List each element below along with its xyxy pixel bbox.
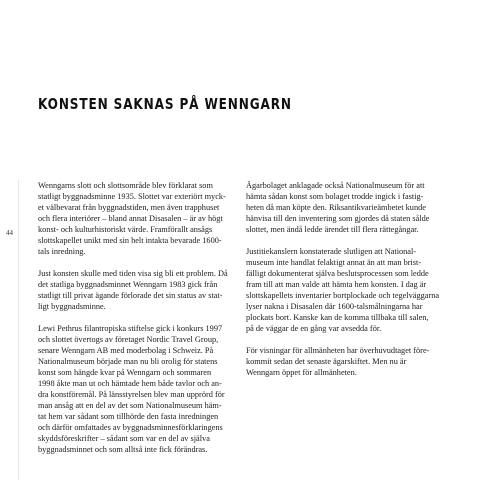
paragraph: Lewi Pethrus filantropiska stiftelse gick i konkurs 1997 och slottet övertogs av företaget Nordic Travel Group, senare Wenngarn AB med moderbolag i Schweiz. På Nationalmuseum började man nu bli orolig för statens konst som hängde kvar på Wenngarn och sommaren 1998 åkte man ut och hämtade hem både tavlor och an- dra konstföremål. På länsstyrelsen blev man upprörd för man ansåg att en del av det som Nationalmuseum häm- tat hem var sådant som tillhörde den fasta inredningen och därför omfattades av byggnadsminnesförklaringens skyddsföreskrifter – sådant som var en del av själva byggnadsminnet och som alltså inte fick förändras.: [38, 324, 225, 454]
paragraph: Ägarbolaget anklagade också Nationalmuseum för att hämta sådan konst som bolaget trodde ingick i fastig- heten då man köpte den. Riksantikvarieämbetet kunde hänvisa till den inventering som gjordes då staten sålde slottet, men ändå ledde ärendet till flera rättegångar.: [246, 181, 430, 234]
page-title: KONSTEN SAKNAS PÅ WENNGARN: [38, 95, 292, 113]
page-margin-line: [18, 180, 19, 480]
right-column: [246, 180, 456, 389]
paragraph: Justitiekanslern konstaterade slutligen att National- museum inte handlat felaktigt annat än att man brist- fälligt dokumenterat själva beslutsprocessen som ledde fram till att man valde att hämta hem konsten. I dag är slottskapellets inventarier bortplockade och tegelväggarna lyser nakna i Disasalen där 1600-talsmålningarna har plockats bort. Kanske kan de komma tillbaka till salen, på de väggar de en gång var avsedda för.: [246, 247, 440, 333]
paragraph: Wenngarns slott och slottsområde blev förklarat som statligt byggnadsminne 1935. Slottet var exteriört myck- et välbevarat från byggnadstiden, men även trapphuset och flera interiörer – bland annat Disasalen – är av högt konst- och kulturhistoriskt värde. Framförallt ansågs slottskapellet unikt med sin helt intakta bevarade 1600- tals inredning.: [38, 181, 226, 256]
left-column: [38, 180, 248, 466]
page-number: 44: [6, 229, 13, 237]
paragraph: Just konsten skulle med tiden visa sig bli ett problem. Då det statliga byggnadsminnet Wenngarn 1983 gick från statligt till privat ägande förlorade det sin status av stat- ligt byggnadsminne.: [38, 269, 228, 311]
paragraph: För visningar för allmänheten har överhuvudtaget före- kommit sedan det senaste ägarskiftet. Men nu är Wenngarn öppet för allmänheten.: [246, 346, 430, 377]
